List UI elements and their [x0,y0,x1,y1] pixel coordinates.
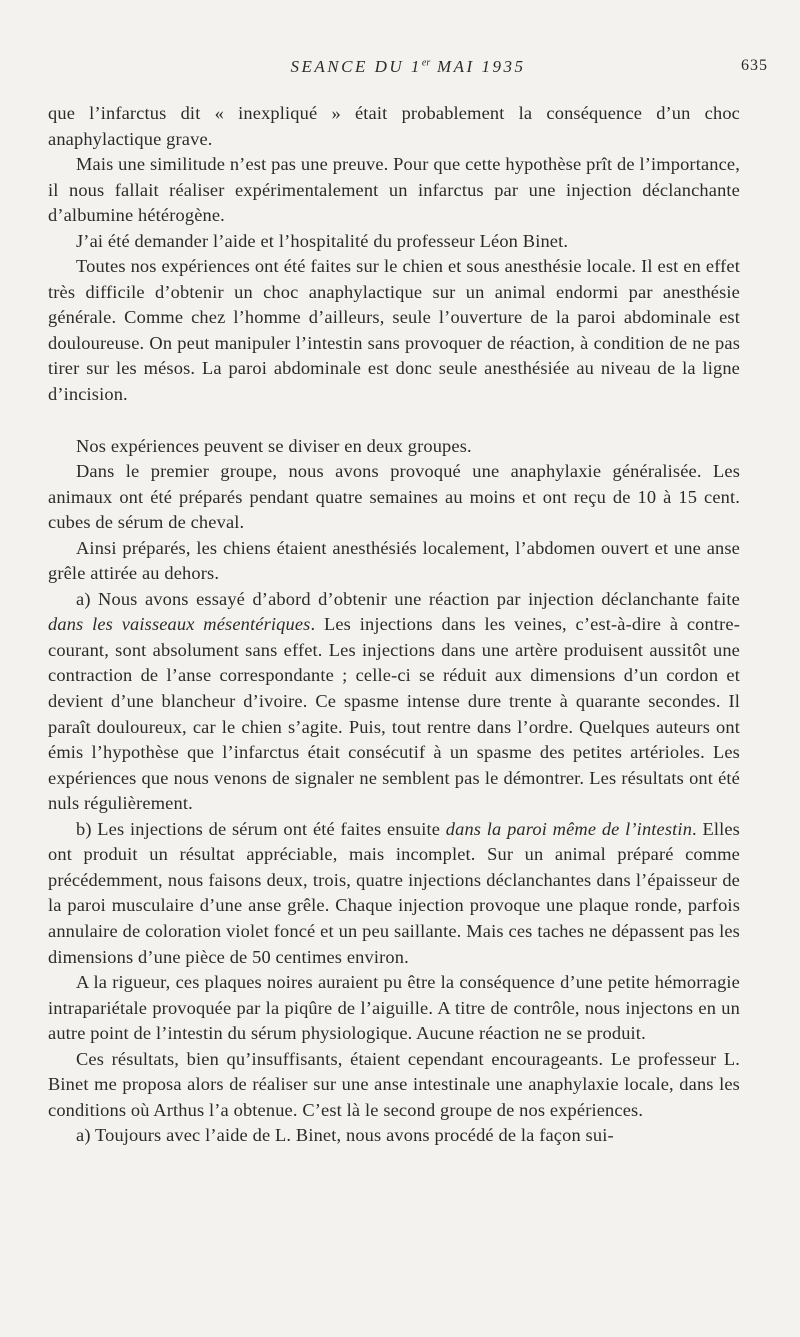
paragraph: Nos expériences peuvent se diviser en deux groupes. [76,435,472,456]
paragraph: que l’infarctus dit « inexpliqué » était probablement la conséquence d’un choc anaphylactique grave. [48,103,740,149]
paragraph-text: b) Les injections de sérum ont été faites ensuite [76,818,446,839]
running-title-rest: MAI 1935 [430,57,526,76]
paragraph: Dans le premier groupe, nous avons provoqué une anaphylaxie généralisée. Les animaux ont été préparés pendant quatre semaines au moins et ont reçu de 10 à 15 cent. cubes de sérum de cheval. [48,461,740,533]
body-text [48,101,740,1149]
italic-phrase: dans les vaisseaux mésentériques [48,614,311,635]
paragraph: Toutes nos expériences ont été faites sur le chien et sous anesthésie locale. Il est en effet très difficile d’obtenir un choc anaphylactique sur un animal endormi par anesthésie générale. Comme chez l’homme d’ailleurs, seule l’ouverture de la paroi abdominale est douloureuse. On peut manipuler l’intestin sans provoquer de réaction, à condition de ne pas tirer sur les mésos. La paroi abdominale est donc seule anesthésiée au niveau de la ligne d’incision. [48,256,740,405]
page-number: 635 [741,57,768,74]
paragraph [48,817,740,970]
running-title-superscript: er [421,57,431,69]
paragraph [48,587,740,817]
running-title-main: SEANCE DU 1 [290,57,422,76]
paragraph: J’ai été demander l’aide et l’hospitalité du professeur Léon Binet. [76,230,569,251]
paragraph: Ces résultats, bien qu’insuffisants, étaient cependant encourageants. Le professeur L. Binet me proposa alors de réaliser sur une anse intestinale une anaphylaxie locale, dans les conditions où Arthus l’a obtenue. C’est là le second groupe de nos expériences. [48,1048,740,1120]
paragraph: Ainsi préparés, les chiens étaient anesthésiés localement, l’abdomen ouvert et une anse grêle attirée au dehors. [48,537,740,584]
italic-phrase: dans la paroi même de l’intestin [445,818,693,839]
paragraph-text: . Les injections dans les veines, c’est-à-dire à contre-courant, sont absolument sans effet. Les injections dans une artère produisent aussitôt une contraction de l’anse correspondante ; celle-ci se réduit aux dimensions d’un cordon et devient d’une blancheur d’ivoire. Ce spasme intense dure trente à quarante secondes. Il paraît douloureux, car le chien s’agite. Puis, tout rentre dans l’ordre. Quelques auteurs ont émis l’hypothèse que l’infarctus était consécutif à un spasme des petites artérioles. Les expériences que nous venons de signaler ne semblent pas le démontrer. Les résultats ont été nuls régulièrement. [48,614,740,814]
running-head [48,57,768,81]
paragraph-text: . Elles ont produit un résultat appréciable, mais incomplet. Sur un animal préparé comme précédemment, nous faisons deux, trois, quatre injections déclanchantes dans l’épaisseur de la paroi musculaire d’une anse grêle. Chaque injection provoque une plaque ronde, parfois annulaire de coloration violet foncé et un peu saillante. Mais ces taches ne dépassent pas les dimensions d’une pièce de 50 centimes environ. [48,818,740,967]
running-title [48,57,768,77]
paragraph: a) Toujours avec l’aide de L. Binet, nous avons procédé de la façon sui- [76,1125,614,1146]
paragraph: A la rigueur, ces plaques noires auraient pu être la conséquence d’une petite hémorragie intrapariétale provoquée par la piqûre de l’aiguille. A titre de contrôle, nous injectons en un autre point de l’intestin du sérum physiologique. Aucune réaction ne se produit. [48,972,740,1044]
paragraph-text: a) Nous avons essayé d’abord d’obtenir une réaction par injection déclanchante faite [76,588,740,609]
paragraph: Mais une similitude n’est pas une preuve. Pour que cette hypothèse prît de l’importance, il nous fallait réaliser expérimentalement un infarctus par une injection déclanchante d’albumine hétérogène. [48,154,740,226]
